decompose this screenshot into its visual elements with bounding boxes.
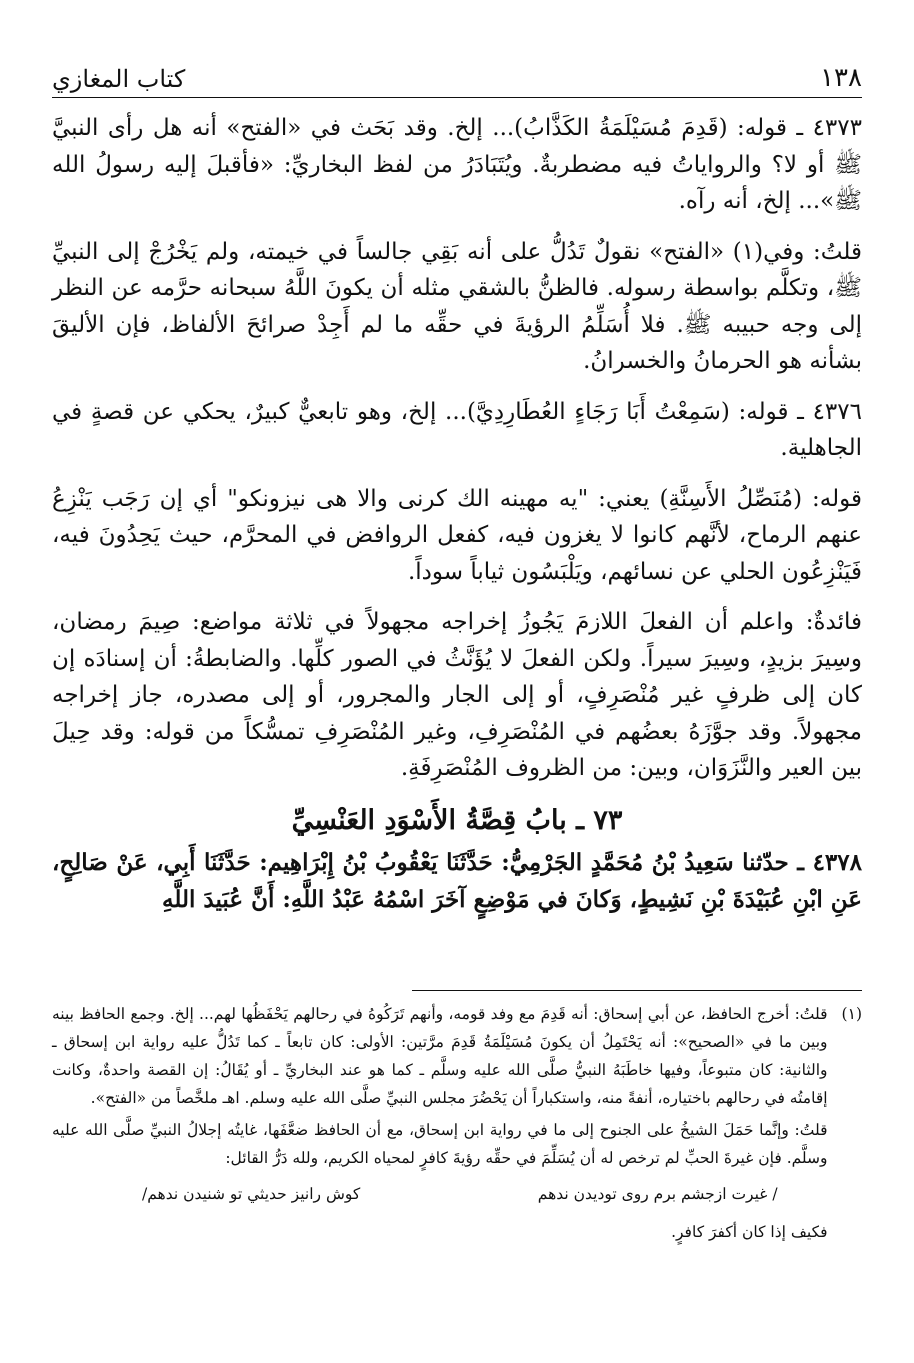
footnote-closing-line: فكيف إذا كان أكفرَ كافرٍ. [671,1223,828,1241]
hadith-4378: ٤٣٧٨ ـ حدّثنا سَعِيدُ بْنُ مُحَمَّدٍ الجَرْمِيُّ: حَدَّثَنَا يَعْقُوبُ بْنُ إِبْرَاهِيم: حَدَّثَنَا أَبِي، عَنْ صَالِحٍ، عَنِ ابْنِ عُبَيْدَةَ بْنِ نَشِيطٍ، وَكانَ في مَوْضِعٍ آخَرَ اسْمُهُ عَبْدُ اللَّهِ: أَنَّ عُبَيدَ اللَّهِ [52,849,862,913]
verse-second-half: كوش رانيز حديثي تو شنيدن ندهم/ [142,1185,361,1203]
running-title: كتاب المغازي [52,65,186,93]
paragraph-faida: فائدةٌ: واعلم أن الفعلَ اللازمَ يَجُوزُ إخراجه مجهولاً في ثلاثة مواضع: صِيمَ رمضان، وسِيرَ بزيدٍ، وسِيرَ سيراً. ولكن الفعلَ لا يُؤَنَّثُ في الصور كلِّها. والضابطةُ: أن إسنادَه إن كان إلى ظرفٍ غير مُنْصَرِفٍ، أو إلى الجار والمجرور، أو إلى مصدره، جاز إخراجه مجهولاً. وقد جوَّزَهُ بعضُهم في المُنْصَرِفِ، وغير المُنْصَرِفِ تمسُّكاً من قوله: وقد حِيلَ بين العير والنَّزَوَان، وبين: من الظروف المُنْصَرِفَةِ. [52,609,862,781]
paragraph-qultu: قلتُ: وفي(١) «الفتح» نقولٌ تَدُلُّ على أنه بَقِي جالساً في خيمته، ولم يَخْرُجْ إلى النبيِّ ﷺ، وتكلَّم بواسطة رسوله. فالظنُّ بالشقي مثله أن يكونَ اللَّهُ سبحانه حرَّمه عن النظر إلى وجه حبيبه ﷺ. فلا أُسَلِّمُ الرؤيةَ في حقِّه ما لم أَجِدْ صرائحَ الألفاظ، فإن الأليقَ بشأنه هو الحرمانُ والخسرانُ. [52,238,862,374]
main-text [52,110,862,932]
footnote-number: (١) [841,1005,862,1023]
footnote-1 [52,1000,862,1246]
chapter-heading: ٧٣ ـ بابُ قِصَّةُ الأَسْوَدِ العَنْسِيِّ [291,804,623,836]
footnote-paragraph: قلتُ: أخرج الحافظ، عن أبي إسحاق: أنه قَدِمَ مع وفد قومه، وأنهم تَرَكُوهُ في رحالهم يَحْفَظُها لهم... إلخ. وجمع الحافظ بينه وبين ما في «الصحيح»: أنه يَحْتَمِلُ أن يكونَ مُسَيْلَمَةُ قَدِمَ مرَّتين: الأولى: كان تابعاً ـ كما تَدُلُّ عليه رواية ابن إسحاق ـ والثانية: كان متبوعاً، وفيها خاطَبَهُ النبيُّ صلَّى الله عليه وسلَّم ـ كما هو عند البخاريِّ ـ أو يُقَالُ: إن القصة واحدةٌ، وكانت إقامتُه في رحالهم باختياره، أنفةً منه، واستكباراً أن يَحْضُرَ مجلس النبيِّ صلَّى الله عليه وسلم. اهـ ملخَّصاً من «الفتح». [52,1005,828,1107]
verse-first-half: / غيرت ازجشم برم روى توديدن ندهم [537,1185,778,1203]
persian-verse [52,1180,828,1208]
paragraph-4373: ٤٣٧٣ ـ قوله: (قَدِمَ مُسَيْلَمَةُ الكَذَّابُ)... إلخ. وقد بَحَث في «الفتح» أنه هل رأى النبيَّ ﷺ أو لا؟ والرواياتُ فيه مضطربةٌ. ويُتَبَادَرُ من لفظ البخاريِّ: «فأقبلَ إليه رسولُ الله ﷺ»... إلخ، أنه رآه. [52,115,862,214]
paragraph-munassil: قوله: (مُنَصِّلُ الأَسِنَّةِ) يعني: "يه مهينه الك كرنى والا هى نيزونكو" أي إن رَجَب يَنْزِعُ عنهم الرماح، لأنَّهم كانوا لا يغزون فيه، كفعل الروافض في المحرَّم، حيث يَحِدُونَ فيه، فَيَنْزِعُون الحلي عن نسائهم، ويَلْبَسُون ثياباً سوداً. [52,485,862,585]
footnote-divider [412,990,862,991]
page-header [52,52,862,98]
footnotes [52,1000,862,1246]
page-number: ١٣٨ [820,63,862,93]
paragraph-4376: ٤٣٧٦ ـ قوله: (سَمِعْتُ أَبَا رَجَاءٍ العُطَارِدِيَّ)... إلخ، وهو تابعيٌّ كبيرٌ، يحكي عن قصةٍ في الجاهلية. [52,398,862,461]
footnote-paragraph: قلتُ: وإنَّما حَمَلَ الشيخُ على الجنوح إلى ما في رواية ابن إسحاق، مع أن الحافظ ضعَّفَها، غايتُه إجلالُ النبيِّ صلَّى الله عليه وسلَّم. فإن غيرةَ الحبِّ لم ترخص له أن يُسَلِّمَ في حقِّه رؤيةَ كافرٍ لمحياه الكريم، ولله دَرُّ القائل: [52,1121,828,1167]
footnote-text [52,1000,828,1246]
